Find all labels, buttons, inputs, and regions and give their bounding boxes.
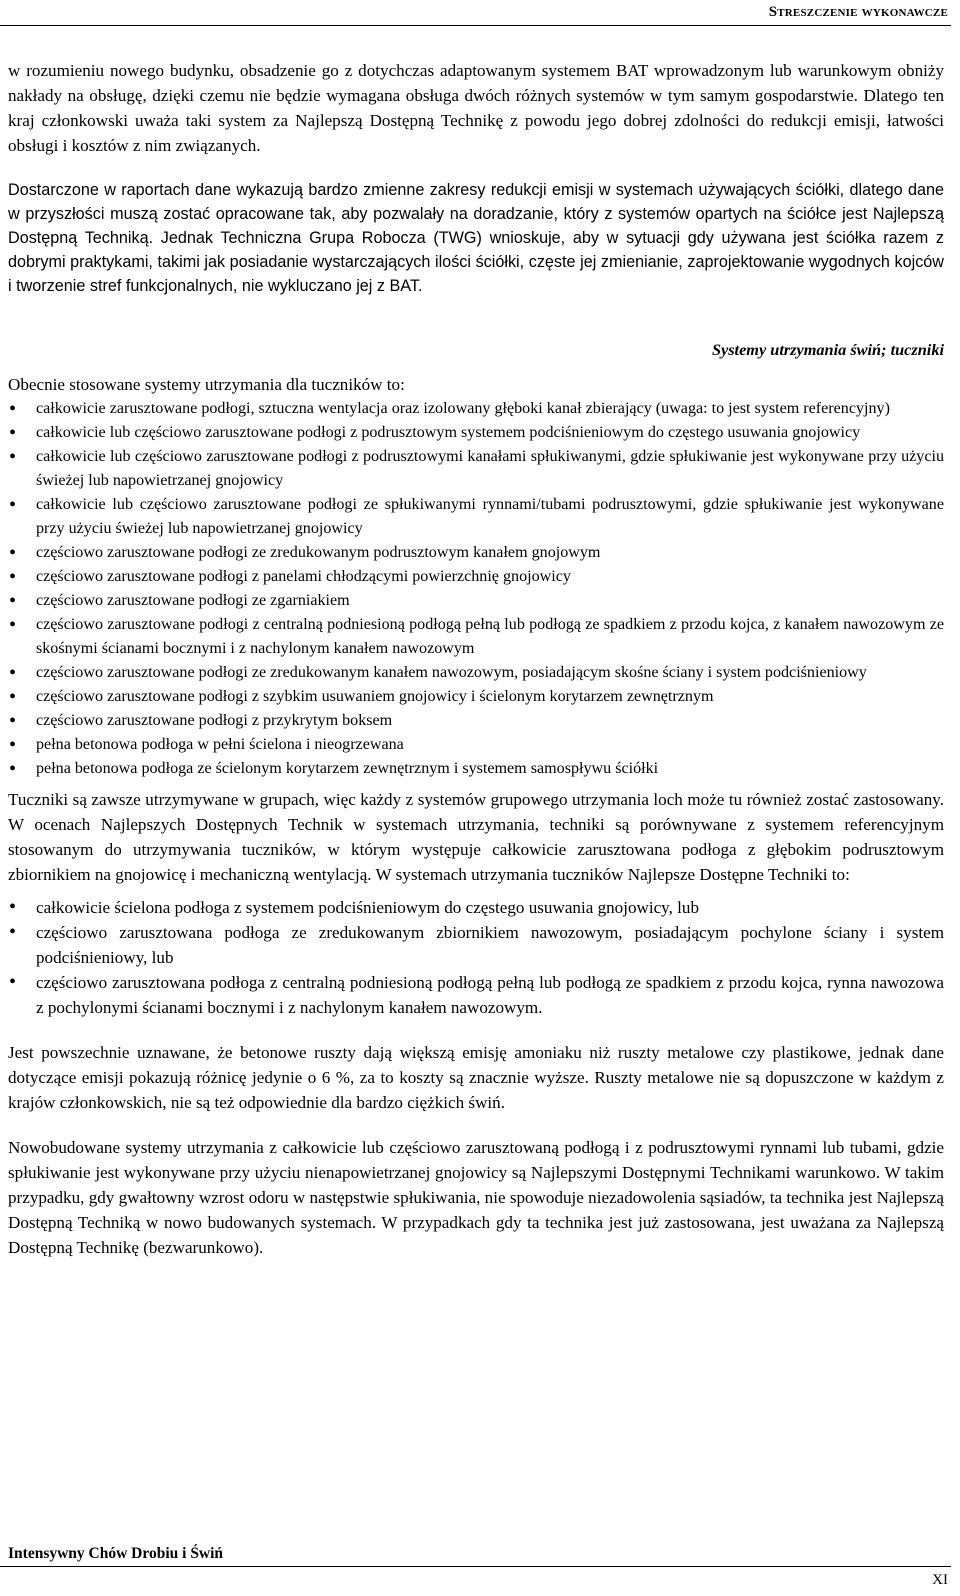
list-item: • częściowo zarusztowane podłogi z przykrytym boksem bbox=[8, 709, 944, 733]
housing-systems-list bbox=[8, 397, 944, 781]
header-divider bbox=[0, 25, 951, 26]
footer-divider bbox=[0, 1566, 951, 1567]
page-number: XI bbox=[932, 1572, 948, 1588]
list-item: • częściowo zarusztowane podłogi z centralną podniesioną podłogą pełną lub podłogą ze spadkiem z przodu kojca, z kanałem nawozowym ze skośnymi ścianami bocznymi i z nachylonym kanałem nawozowym bbox=[8, 613, 944, 661]
paragraph-1: w rozumieniu nowego budynku, obsadzenie go z dotychczas adaptowanym systemem BAT wprowadzonym lub warunkowym obniży nakłady na obsługę, dzięki czemu nie będzie wymagana obsługa dwóch różnych systemów w tym samym gospodarstwie. Dlatego ten kraj członkowski uważa taki system za Najlepszą Dostępną Technikę z powodu jego dobrej zdolności do redukcji emisji, łatwości obsługi i kosztów z nim związanych. bbox=[8, 61, 944, 155]
list-item: • całkowicie lub częściowo zarusztowane podłogi z podrusztowymi kanałami spłukiwanymi, gdzie spłukiwanie jest wykonywane przy użyciu świeżej lub napowietrzanej gnojowicy bbox=[8, 445, 944, 493]
paragraph-3: Tuczniki są zawsze utrzymywane w grupach, więc każdy z systemów grupowego utrzymania loch może tu również zostać zastosowany. W ocenach Najlepszych Dostępnych Technik w systemach utrzymania, techniki są porównywane z systemem referencyjnym stosowanym do utrzymywania tuczników, w którym występuje całkowicie zarusztowana podłoga z głębokim podrusztowym zbiornikiem na gnojowicę i mechaniczną wentylacją. W systemach utrzymania tuczników Najlepsze Dostępne Techniki to: bbox=[8, 790, 944, 884]
paragraph-2: Dostarczone w raportach dane wykazują bardzo zmienne zakresy redukcji emisji w systemach używających ściółki, dlatego dane w przyszłości muszą zostać opracowane tak, aby pozwalały na doradzanie, który z systemów opartych na ściółce jest Najlepszą Dostępną Techniką. Jednak Techniczna Grupa Robocza (TWG) wnioskuje, aby w sytuacji gdy używana jest ściółka razem z dobrymi praktykami, takimi jak posiadanie wystarczających ilości ściółki, częste jej zmienianie, zaprojektowanie wygodnych kojców i tworzenie stref funkcjonalnych, nie wykluczano jej z BAT. bbox=[8, 181, 944, 295]
list-item: • pełna betonowa podłoga w pełni ścielona i nieogrzewana bbox=[8, 733, 944, 757]
list-item: • całkowicie lub częściowo zarusztowane podłogi ze spłukiwanymi rynnami/tubami podrusztowymi, gdzie spłukiwanie jest wykonywane przy użyciu świeżej lub napowietrzanej gnojowicy bbox=[8, 493, 944, 541]
list-item: • całkowicie ścielona podłoga z systemem podciśnieniowym do częstego usuwania gnojowicy, lub bbox=[8, 895, 944, 920]
list-item: • częściowo zarusztowane podłogi ze zredukowanym kanałem nawozowym, posiadającym skośne ściany i system podciśnieniowy bbox=[8, 661, 944, 685]
section-title: Systemy utrzymania świń; tuczniki bbox=[711, 340, 944, 359]
page-content bbox=[8, 58, 944, 1260]
paragraph-4: Jest powszechnie uznawane, że betonowe ruszty dają większą emisję amoniaku niż ruszty metalowe czy plastikowe, jednak dane dotyczące emisji pokazują różnicę jedynie o 6 %, za to koszty są znacznie wyższe. Ruszty metalowe nie są dopuszczone w każdym z krajów członkowskich, nie są też odpowiednie dla bardzo ciężkich świń. bbox=[8, 1043, 944, 1112]
list-item: • całkowicie zarusztowane podłogi, sztuczna wentylacja oraz izolowany głęboki kanał zbierający (uwaga: to jest system referencyjny) bbox=[8, 397, 944, 421]
list-item: • pełna betonowa podłoga ze ścielonym korytarzem zewnętrznym i systemem samospływu ściółki bbox=[8, 757, 944, 781]
footer-title: Intensywny Chów Drobiu i Świń bbox=[8, 1545, 224, 1562]
list-item: • częściowo zarusztowane podłogi z panelami chłodzącymi powierzchnię gnojowicy bbox=[8, 565, 944, 589]
list-item: • całkowicie lub częściowo zarusztowane podłogi z podrusztowym systemem podciśnieniowym do częstego usuwania gnojowicy bbox=[8, 421, 944, 445]
running-header: Streszczenie wykonawcze bbox=[768, 4, 948, 20]
paragraph-5: Nowobudowane systemy utrzymania z całkowicie lub częściowo zarusztowaną podłogą i z podrusztowymi rynnami lub tubami, gdzie spłukiwanie jest wykonywane przy użyciu nienapowietrzanej gnojowicy są Najlepszymi Dostępnymi Technikami warunkowo. W takim przypadku, gdy gwałtowny wzrost odoru w następstwie spłukiwania, nie spowoduje niezadowolenia sąsiadów, ta technika jest Najlepszą Dostępną Techniką w nowo budowanych systemach. W przypadkach gdy ta technika jest już zastosowana, jest uważana za Najlepszą Dostępną Technikę (bezwarunkowo). bbox=[8, 1138, 944, 1257]
list-item: • częściowo zarusztowane podłogi ze zredukowanym podrusztowym kanałem gnojowym bbox=[8, 541, 944, 565]
section-intro: Obecnie stosowane systemy utrzymania dla tuczników to: bbox=[8, 375, 405, 394]
list-item: • częściowo zarusztowane podłogi ze zgarniakiem bbox=[8, 589, 944, 613]
bat-list bbox=[8, 895, 944, 1020]
list-item: • częściowo zarusztowane podłogi z szybkim usuwaniem gnojowicy i ścielonym korytarzem zewnętrznym bbox=[8, 685, 944, 709]
list-item: • częściowo zarusztowana podłoga z centralną podniesioną podłogą pełną lub podłogą ze spadkiem z przodu kojca, rynna nawozowa z pochylonymi ścianami bocznymi i z nachylonym kanałem nawozowym. bbox=[8, 970, 944, 1020]
list-item: • częściowo zarusztowana podłoga ze zredukowanym zbiornikiem nawozowym, posiadającym pochylone ściany i system podciśnieniowy, lub bbox=[8, 920, 944, 970]
